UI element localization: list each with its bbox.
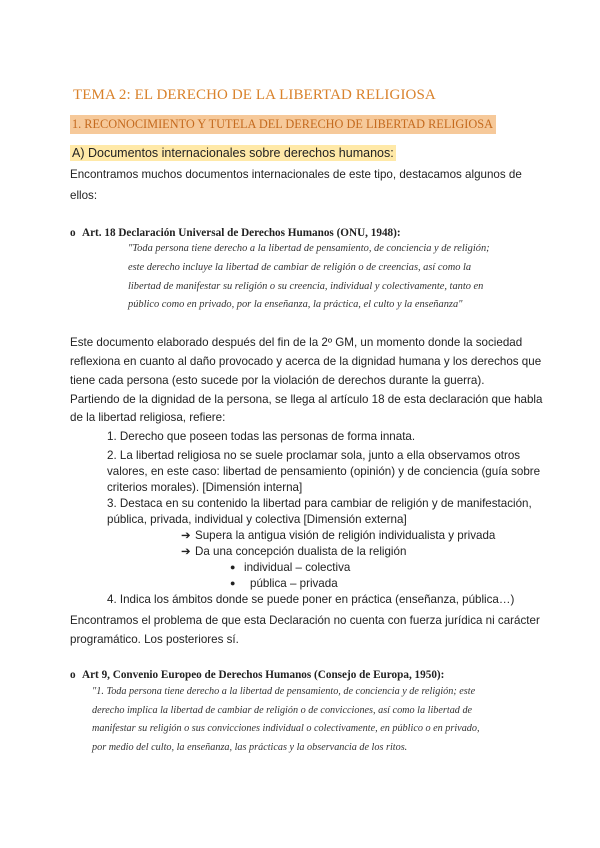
art18-quote-line-2: este derecho incluye la libertad de cambiar de religión o de creencias, así como la <box>128 262 472 273</box>
dot-item-2: pública – privada <box>250 577 338 590</box>
art9-bullet: o <box>70 669 76 681</box>
art9-quote-line-1: "1. Toda persona tiene derecho a la libertad de pensamiento, de conciencia y de religión; este <box>92 686 476 697</box>
art18-quote-line-4: público como en privado, por la enseñanza, la práctica, el culto y la enseñanza" <box>128 299 463 310</box>
para1-line-1: Este documento elaborado después del fin de la 2º GM, un momento donde la sociedad <box>70 336 523 349</box>
bullet-dot-icon: ● <box>230 562 236 572</box>
intro-line-2: ellos: <box>70 189 98 202</box>
art9-quote-line-4: por medio del culto, la enseñanza, las prácticas y la observancia de los ritos. <box>92 742 408 753</box>
art18-title: Art. 18 Declaración Universal de Derechos Humanos (ONU, 1948): <box>82 227 401 239</box>
para2-line-1: Encontramos el problema de que esta Declaración no cuenta con fuerza jurídica ni carácter <box>70 614 540 627</box>
art18-bullet: o <box>70 227 76 239</box>
arrow-right-icon: ➔ <box>181 529 191 542</box>
arrow-right-icon: ➔ <box>181 545 191 558</box>
list-item-3-line-2: pública, privada, individual y colectiva [Dimensión externa] <box>107 513 407 526</box>
list-item-2-line-3: criterios morales). [Dimensión interna] <box>107 481 303 494</box>
para2-line-2: programático. Los posteriores sí. <box>70 633 239 646</box>
list-item-4: 4. Indica los ámbitos donde se puede poner en práctica (enseñanza, pública…) <box>107 593 515 606</box>
para1-line-4: Partiendo de la dignidad de la persona, se llega al artículo 18 de esta declaración que habla <box>70 393 543 406</box>
art9-quote-line-2: derecho implica la libertad de cambiar de religión o de convicciones, así como la libertad de <box>92 705 473 716</box>
list-item-3-line-1: 3. Destaca en su contenido la libertad para cambiar de religión y de manifestación, <box>107 497 532 510</box>
para1-line-3: tiene cada persona (esto sucede por la violación de derechos durante la guerra). <box>70 374 485 387</box>
subsection-heading: A) Documentos internacionales sobre derechos humanos: <box>72 146 394 160</box>
bullet-dot-icon: ● <box>230 578 236 588</box>
document-title: TEMA 2: EL DERECHO DE LA LIBERTAD RELIGIOSA <box>73 87 436 103</box>
list-item-2-line-2: valores, en este caso: libertad de pensamiento (opinión) y de conciencia (guía sobre <box>107 465 541 478</box>
para1-line-5: de la libertad religiosa, refiere: <box>70 411 226 424</box>
section-heading: 1. RECONOCIMIENTO Y TUTELA DEL DERECHO DE LIBERTAD RELIGIOSA <box>70 115 496 134</box>
dot-item-1: individual – colectiva <box>244 561 351 574</box>
list-item-2-line-1: 2. La libertad religiosa no se suele proclamar sola, junto a ella observamos otros <box>107 449 521 462</box>
art18-quote-line-3: libertad de manifestar su religión o su creencia, individual y colectivamente, tanto en <box>128 281 484 292</box>
arrow-item-2: Da una concepción dualista de la religión <box>195 545 407 558</box>
art9-title: Art 9, Convenio Europeo de Derechos Humanos (Consejo de Europa, 1950): <box>82 669 445 681</box>
art18-quote-line-1: "Toda persona tiene derecho a la libertad de pensamiento, de conciencia y de religión; <box>128 243 490 254</box>
intro-line-1: Encontramos muchos documentos internacionales de este tipo, destacamos algunos de <box>70 168 522 181</box>
art9-quote-line-3: manifestar su religión o sus convicciones individual o colectivamente, en público o en privado, <box>92 723 480 734</box>
para1-line-2: reflexiona en cuanto al daño provocado y acerca de la dignidad humana y los derechos que <box>70 355 542 368</box>
arrow-item-1: Supera la antigua visión de religión individualista y privada <box>195 529 496 542</box>
list-item-1: 1. Derecho que poseen todas las personas de forma innata. <box>107 430 416 443</box>
